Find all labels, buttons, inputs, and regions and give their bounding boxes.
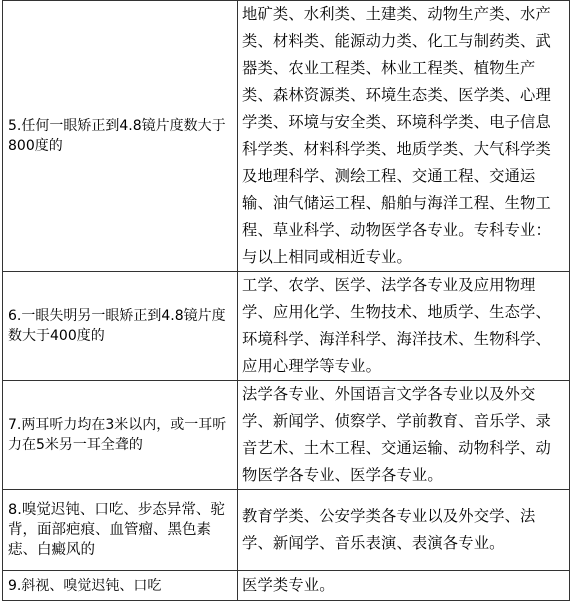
condition-text: 6.一眼失明另一眼矫正到4.8镜片度数大于400度的 (8, 308, 226, 344)
condition-text: 8.嗅觉迟钝、口吃、步态异常、驼背，面部疤痕、血管瘤、黑色素痣、白癜风的 (8, 502, 225, 558)
condition-text: 7.两耳听力均在3米以内，或一耳听力在5米另一耳全聋的 (8, 417, 227, 453)
condition-cell (3, 571, 238, 601)
majors-cell (238, 490, 570, 571)
condition-cell (3, 381, 238, 490)
majors-cell (238, 381, 570, 490)
table-row (3, 571, 570, 601)
majors-cell (238, 272, 570, 381)
majors-cell (238, 571, 570, 601)
condition-text: 9.斜视、嗅觉迟钝、口吃 (8, 577, 162, 594)
restriction-table (2, 0, 570, 601)
condition-text: 5.任何一眼矫正到4.8镜片度数大于800度的 (8, 118, 226, 154)
table-row (3, 490, 570, 571)
condition-cell (3, 490, 238, 571)
majors-text: 地矿类、水利类、土建类、动物生产类、水产类、材料类、能源动力类、化工与制药类、武器类、农业工程类、林业工程类、植物生产类、森林资源类、环境生态类、医学类、心理学类、环境与安全类、环境科学类、电子信息科学类、材料科学类、地质学类、大气科学类及地理科学、测绘工程、交通工程、交通运输、油气储运工程、船舶与海洋工程、生物工程、草业科学、动物医学各专业。专科专业：与以上相同或相近专业。 (242, 5, 551, 266)
majors-cell (238, 1, 570, 272)
table-row (3, 1, 570, 272)
condition-cell (3, 1, 238, 272)
majors-text: 法学各专业、外国语言文学各专业以及外交学、新闻学、侦察学、学前教育、音乐学、录音艺术、土木工程、交通运输、动物科学、动物医学各专业、医学各专业。 (242, 385, 551, 484)
majors-text: 教育学类、公安学类各专业以及外交学、法学、新闻学、音乐表演、表演各专业。 (242, 507, 536, 552)
majors-text: 医学类专业。 (242, 576, 335, 594)
table-row (3, 381, 570, 490)
majors-text: 工学、农学、医学、法学各专业及应用物理学、应用化学、生物技术、地质学、生态学、环境科学、海洋科学、海洋技术、生物科学、应用心理学等专业。 (242, 276, 551, 375)
condition-cell (3, 272, 238, 381)
table-row (3, 272, 570, 381)
